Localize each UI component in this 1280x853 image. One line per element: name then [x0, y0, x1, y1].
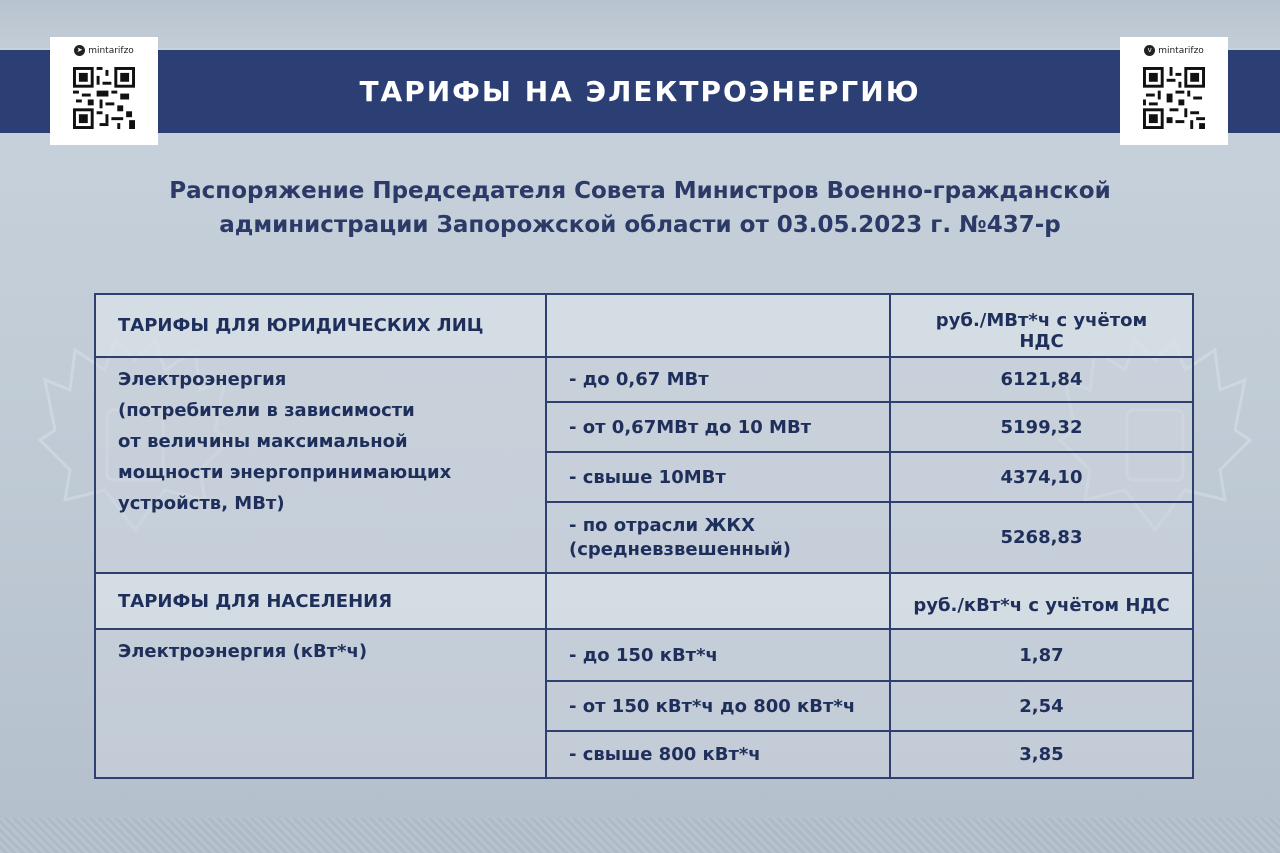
legal-heading: ТАРИФЫ ДЛЯ ЮРИДИЧЕСКИХ ЛИЦ	[95, 294, 546, 357]
bottom-pattern	[0, 818, 1280, 853]
tariff-value: 5268,83	[890, 502, 1193, 573]
table-row	[95, 357, 1193, 402]
qr-code-icon	[1143, 67, 1205, 129]
qr-code-icon	[73, 67, 135, 129]
table-row	[95, 629, 1193, 681]
empty-cell	[546, 573, 890, 629]
tariff-label-line: - по отрасли ЖКХ	[569, 514, 755, 536]
tariff-label: - до 150 кВт*ч	[546, 629, 890, 681]
decree-subtitle	[0, 174, 1280, 242]
vk-handle: mintarifzo	[1158, 46, 1204, 56]
tariff-value: 3,85	[890, 731, 1193, 778]
tariff-label: - свыше 10МВт	[546, 452, 890, 502]
tariff-value: 5199,32	[890, 402, 1193, 452]
tariff-label: - от 0,67МВт до 10 МВт	[546, 402, 890, 452]
legal-category	[95, 357, 546, 573]
table-row	[95, 294, 1193, 357]
population-category: Электроэнергия (кВт*ч)	[95, 629, 546, 778]
tariff-value: 4374,10	[890, 452, 1193, 502]
top-band	[0, 0, 1280, 48]
empty-cell	[546, 294, 890, 357]
category-line: устройств, МВт)	[118, 493, 285, 514]
vk-icon: v	[1144, 45, 1155, 56]
tariff-label	[546, 502, 890, 573]
legal-unit: руб./МВт*ч с учётом НДС	[890, 294, 1193, 357]
population-unit: руб./кВт*ч с учётом НДС	[890, 573, 1193, 629]
telegram-icon: ➤	[74, 45, 85, 56]
qr-card-vk[interactable]	[1120, 37, 1228, 145]
subtitle-line-2: администрации Запорожской области от 03.05.2023 г. №437-р	[219, 212, 1061, 238]
qr-handle-vk	[1120, 45, 1228, 56]
tariff-value: 6121,84	[890, 357, 1193, 402]
qr-card-telegram[interactable]	[50, 37, 158, 145]
table-row	[95, 573, 1193, 629]
category-line: от величины максимальной	[118, 431, 408, 452]
tariff-label: - до 0,67 МВт	[546, 357, 890, 402]
telegram-handle: mintarifzo	[88, 46, 134, 56]
category-line: (потребители в зависимости	[118, 400, 415, 421]
tariff-label: - от 150 кВт*ч до 800 кВт*ч	[546, 681, 890, 731]
subtitle-line-1: Распоряжение Председателя Совета Министров Военно-гражданской	[169, 178, 1111, 204]
category-line: мощности энергопринимающих	[118, 462, 452, 483]
tariff-label-line: (средневзвешенный)	[569, 538, 791, 560]
tariff-value: 1,87	[890, 629, 1193, 681]
category-line: Электроэнергия	[118, 369, 287, 390]
qr-handle-telegram	[50, 45, 158, 56]
tariff-value: 2,54	[890, 681, 1193, 731]
page-title: ТАРИФЫ НА ЭЛЕКТРОЭНЕРГИЮ	[359, 75, 921, 108]
tariff-label: - свыше 800 кВт*ч	[546, 731, 890, 778]
population-heading: ТАРИФЫ ДЛЯ НАСЕЛЕНИЯ	[95, 573, 546, 629]
tariffs-table	[94, 293, 1194, 779]
